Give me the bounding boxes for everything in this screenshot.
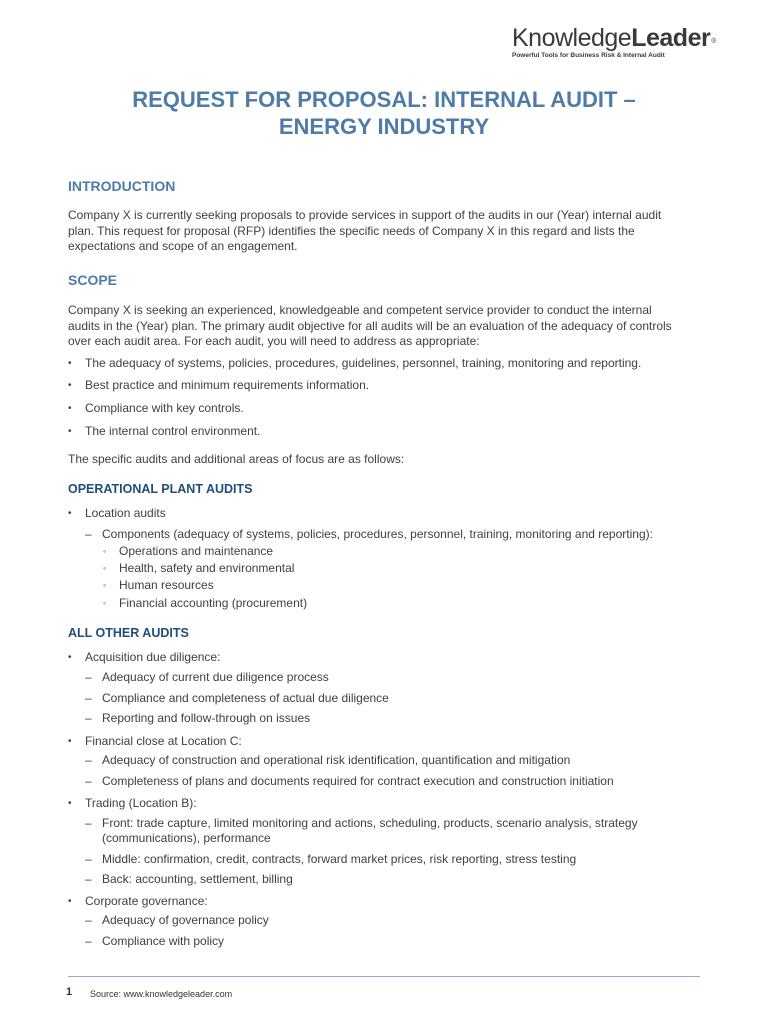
logo-tagline: Powerful Tools for Business Risk & Internal Audit xyxy=(512,52,665,59)
knowledgeleader-logo xyxy=(512,24,716,59)
other-audit-bullet: Financial close at Location C: xyxy=(85,734,242,748)
dash-marker: – xyxy=(85,711,92,725)
dash-marker: – xyxy=(85,872,92,886)
scope-bullet-item: The adequacy of systems, policies, procedures, guidelines, personnel, training, monitoring and reporting. xyxy=(85,356,642,370)
introduction-line: plan. This request for proposal (RFP) identifies the specific needs of Company X in this regard and lists the xyxy=(68,223,635,238)
bullet-marker: • xyxy=(68,426,72,437)
circle-marker: ◦ xyxy=(103,598,107,608)
introduction-heading: INTRODUCTION xyxy=(68,178,176,194)
circle-marker: ◦ xyxy=(103,546,107,556)
other-audit-bullet: Trading (Location B): xyxy=(85,796,197,810)
scope-line: audits in the (Year) plan. The primary audit objective for all audits will be an evaluation of the adequacy of controls xyxy=(68,318,672,333)
scope-bullet-item: Compliance with key controls. xyxy=(85,401,244,415)
scope-heading: SCOPE xyxy=(68,272,118,288)
footer-divider xyxy=(68,976,700,977)
other-audit-bullet: Corporate governance: xyxy=(85,894,208,908)
scope-bullet-item: The internal control environment. xyxy=(85,424,261,438)
bullet-marker: • xyxy=(68,508,72,519)
document-title xyxy=(0,86,768,140)
introduction-paragraph xyxy=(68,208,708,255)
document-title-line-1: REQUEST FOR PROPOSAL: INTERNAL AUDIT – xyxy=(132,87,636,112)
bullet-marker: • xyxy=(68,798,72,809)
other-audit-dash-item: Compliance with policy xyxy=(102,934,225,948)
page-number: 1 xyxy=(66,986,73,998)
other-audit-dash-item: Adequacy of current due diligence process xyxy=(102,670,329,684)
other-audit-dash-item: Compliance and completeness of actual due diligence xyxy=(102,691,389,705)
other-audit-dash-item: Reporting and follow-through on issues xyxy=(102,711,311,725)
other-audit-bullet: Acquisition due diligence: xyxy=(85,650,221,664)
source-line: Source: www.knowledgeleader.com xyxy=(90,989,233,999)
circle-marker: ◦ xyxy=(103,563,107,573)
document-title-line-2: ENERGY INDUSTRY xyxy=(278,114,490,139)
dash-marker: – xyxy=(85,527,92,541)
bullet-marker: • xyxy=(68,358,72,369)
operational-bullet-item: Location audits xyxy=(85,506,166,520)
logo-name-part2: Leader xyxy=(631,24,711,52)
other-audit-dash-item: Adequacy of governance policy xyxy=(102,913,269,927)
other-audit-dash-item: Completeness of plans and documents required for contract execution and construction initiation xyxy=(102,774,614,788)
logo-name-part1: Knowledge xyxy=(512,24,632,52)
operational-plant-audits-heading: OPERATIONAL PLANT AUDITS xyxy=(68,482,253,496)
operational-circle-item: Financial accounting (procurement) xyxy=(119,596,308,610)
dash-marker: – xyxy=(85,934,92,948)
bullet-marker: • xyxy=(68,896,72,907)
bullet-marker: • xyxy=(68,380,72,391)
dash-marker: – xyxy=(85,913,92,927)
operational-circle-item: Health, safety and environmental xyxy=(119,561,295,575)
operational-dash-item: Components (adequacy of systems, policies, procedures, personnel, training, monitoring and reporting): xyxy=(102,527,653,541)
bullet-marker: • xyxy=(68,736,72,747)
logo-wordmark xyxy=(512,24,716,52)
dash-marker: – xyxy=(85,691,92,705)
dash-marker: – xyxy=(85,753,92,767)
scope-paragraph xyxy=(68,303,708,350)
other-audit-dash-item: Back: accounting, settlement, billing xyxy=(102,872,293,886)
introduction-line: expectations and scope of an engagement. xyxy=(68,239,298,253)
bullet-marker: • xyxy=(68,403,72,414)
dash-marker: – xyxy=(85,816,92,830)
introduction-line: Company X is currently seeking proposals to provide services in support of the audits in our (Year) internal audit xyxy=(68,208,662,222)
other-audit-dash-item: Middle: confirmation, credit, contracts, forward market prices, risk reporting, stress testing xyxy=(102,852,577,866)
operational-circle-item: Operations and maintenance xyxy=(119,544,274,558)
other-audit-dash-item: Front: trade capture, limited monitoring and actions, scheduling, products, scenario analysis, strategy xyxy=(102,816,638,830)
operational-circle-item: Human resources xyxy=(119,578,214,592)
other-audit-dash-item-continued: (communications), performance xyxy=(102,831,271,845)
other-audit-dash-item: Adequacy of construction and operational risk identification, quantification and mitigation xyxy=(102,753,571,767)
logo-trademark: ® xyxy=(711,38,716,45)
all-other-audits-heading: ALL OTHER AUDITS xyxy=(68,626,189,640)
bullet-marker: • xyxy=(68,652,72,663)
scope-bullet-item: Best practice and minimum requirements information. xyxy=(85,378,370,392)
scope-closing-text: The specific audits and additional areas of focus are as follows: xyxy=(68,452,405,466)
dash-marker: – xyxy=(85,774,92,788)
dash-marker: – xyxy=(85,852,92,866)
dash-marker: – xyxy=(85,670,92,684)
scope-line: Company X is seeking an experienced, knowledgeable and competent service provider to conduct the internal xyxy=(68,303,652,317)
circle-marker: ◦ xyxy=(103,580,107,590)
scope-line: over each audit area. For each audit, you will need to address as appropriate: xyxy=(68,334,480,348)
